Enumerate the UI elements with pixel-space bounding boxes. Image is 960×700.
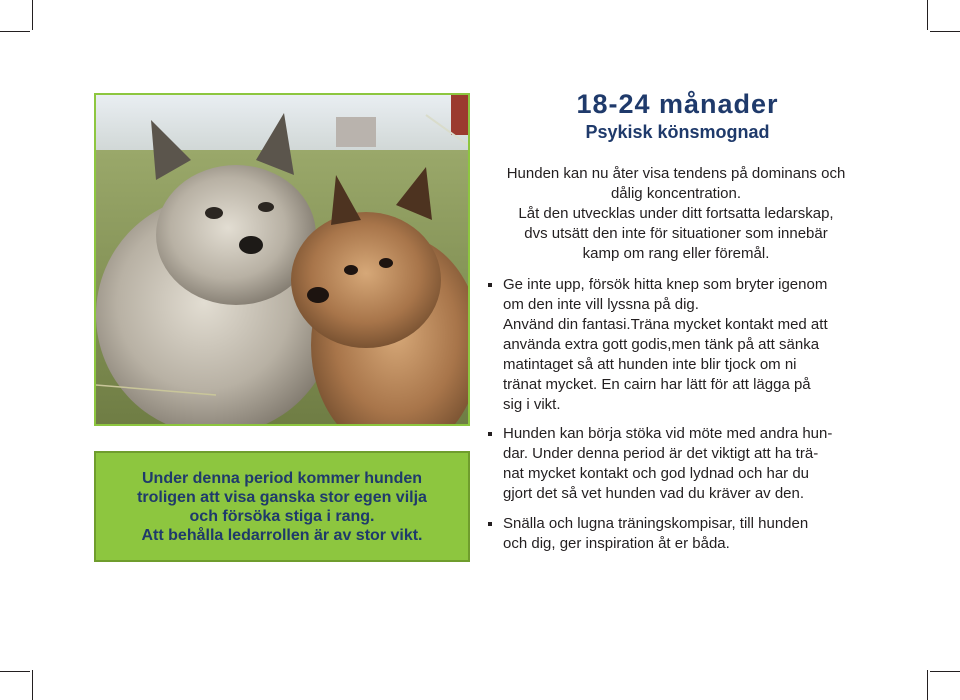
page-subtitle: Psykisk könsmognad	[585, 122, 770, 142]
crop-mark-bottom-left	[0, 671, 30, 672]
callout-line: troligen att visa ganska stor egen vilja	[137, 488, 427, 506]
crop-mark-top-left	[32, 0, 33, 30]
bullet-line: gjort det så vet hunden vad du kräver av den.	[503, 485, 805, 502]
bullet-line: dar. Under denna period är det viktigt att ha trä-	[503, 445, 819, 462]
bullet-line: matintaget så att hunden inte blir tjock om ni	[503, 356, 797, 373]
bullet-marker	[488, 432, 492, 436]
bullet-marker	[488, 522, 492, 526]
intro-paragraph	[490, 164, 862, 264]
crop-mark-bottom-right	[927, 670, 928, 700]
cairn-terriers-image	[96, 95, 468, 424]
bullet-line: Ge inte upp, försök hitta knep som bryter igenom	[503, 276, 828, 293]
bullet-line: Hunden kan börja stöka vid möte med andra hun-	[503, 425, 833, 442]
intro-line: dvs utsätt den inte för situationer som innebär	[524, 225, 828, 242]
callout-line: och försöka stiga i rang.	[189, 507, 375, 525]
bullet-line: sig i vikt.	[503, 396, 561, 413]
crop-mark-top-right	[930, 31, 960, 32]
bullet-line: Snälla och lugna träningskompisar, till hunden	[503, 515, 809, 532]
bullet-line: använda extra gott godis,men tänk på att sänka	[503, 336, 820, 353]
callout-line: Under denna period kommer hunden	[141, 469, 423, 487]
bullet-item	[488, 275, 868, 415]
bullet-item	[488, 514, 868, 554]
bullet-line: om den inte vill lyssna på dig.	[503, 296, 699, 313]
dog-photo	[94, 93, 470, 426]
intro-line: Hunden kan nu åter visa tendens på dominans och	[506, 165, 846, 182]
bullet-line: tränat mycket. En cairn har lätt för att lägga på	[503, 376, 811, 393]
callout-line: Att behålla ledarrollen är av stor vikt.	[141, 526, 423, 544]
crop-mark-bottom-left	[32, 670, 33, 700]
crop-mark-top-left	[0, 31, 30, 32]
bullet-marker	[488, 283, 492, 287]
bullet-line: Använd din fantasi.Träna mycket kontakt med att	[503, 316, 828, 333]
callout-box	[94, 451, 470, 562]
bullet-line: och dig, ger inspiration åt er båda.	[503, 535, 730, 552]
crop-mark-bottom-right	[930, 671, 960, 672]
bullet-item	[488, 424, 868, 504]
intro-line: dålig koncentration.	[610, 185, 742, 202]
page-title: 18-24 månader	[576, 89, 779, 119]
intro-line: Låt den utvecklas under ditt fortsatta ledarskap,	[518, 205, 834, 222]
bullet-line: nat mycket kontakt och god lydnad och har du	[503, 465, 810, 482]
crop-mark-top-right	[927, 0, 928, 30]
intro-line: kamp om rang eller föremål.	[582, 245, 770, 262]
